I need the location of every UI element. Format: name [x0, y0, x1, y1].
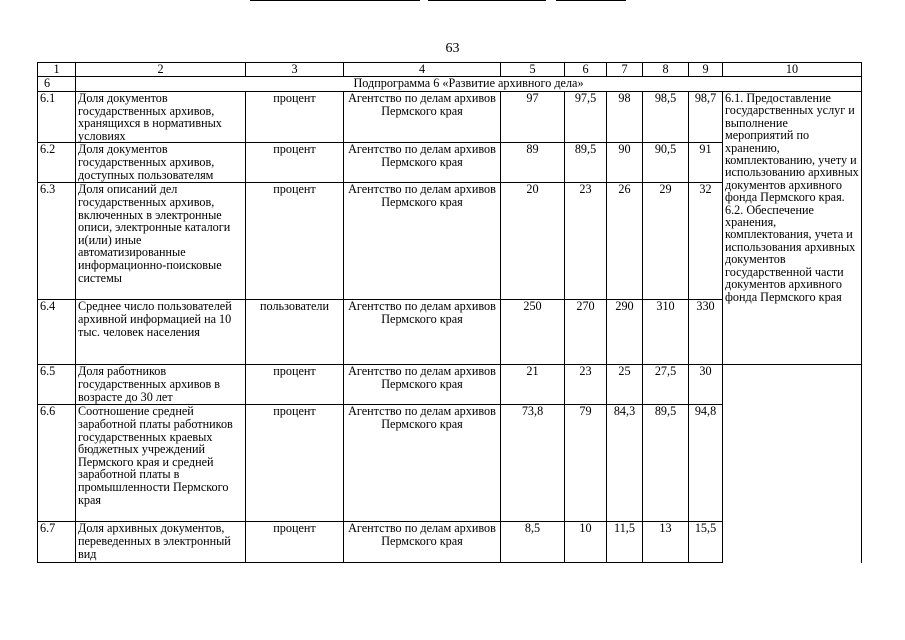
measures-note: 6.1. Предоставление государственных услуг и выполнение мероприятий по хранению, комплектованию, учету и использованию архивных документов архивного фонда Пермского края. 6.2. Обеспечение хранения, комплектования, учета и использования архивных документов государственной части документов архивного фонда Пермского края	[723, 92, 862, 365]
row-value-6: 23	[565, 365, 607, 405]
col-header-9: 9	[689, 63, 723, 77]
col-header-8: 8	[643, 63, 689, 77]
row-value-5: 97	[501, 92, 565, 143]
row-unit: пользователи	[246, 300, 344, 365]
header-rule-right	[556, 0, 626, 1]
row-value-9: 30	[689, 365, 723, 405]
row-value-6: 270	[565, 300, 607, 365]
table-row	[38, 365, 862, 405]
indicators-table	[37, 62, 862, 563]
row-value-6: 79	[565, 405, 607, 522]
subprogram-code: 6	[38, 77, 76, 92]
row-value-8: 90,5	[643, 143, 689, 183]
row-value-7: 25	[607, 365, 643, 405]
table-row	[38, 92, 862, 143]
row-value-9: 330	[689, 300, 723, 365]
row-agency: Агентство по делам архивов Пермского края	[344, 143, 501, 183]
row-agency: Агентство по делам архивов Пермского края	[344, 300, 501, 365]
row-value-9: 94,8	[689, 405, 723, 522]
row-value-5: 250	[501, 300, 565, 365]
row-value-7: 90	[607, 143, 643, 183]
row-agency: Агентство по делам архивов Пермского края	[344, 522, 501, 563]
row-value-6: 23	[565, 183, 607, 300]
row-value-8: 89,5	[643, 405, 689, 522]
row-value-5: 73,8	[501, 405, 565, 522]
row-agency: Агентство по делам архивов Пермского края	[344, 365, 501, 405]
empty-note-cell	[723, 365, 862, 563]
column-number-row	[38, 63, 862, 77]
row-code: 6.6	[38, 405, 76, 522]
row-unit: процент	[246, 365, 344, 405]
row-value-9: 15,5	[689, 522, 723, 563]
row-indicator: Доля архивных документов, переведенных в электронный вид	[76, 522, 246, 563]
row-value-8: 98,5	[643, 92, 689, 143]
row-value-6: 10	[565, 522, 607, 563]
row-indicator: Среднее число пользователей архивной информацией на 10 тыс. человек населения	[76, 300, 246, 365]
col-header-3: 3	[246, 63, 344, 77]
row-value-5: 20	[501, 183, 565, 300]
row-value-6: 97,5	[565, 92, 607, 143]
row-value-9: 98,7	[689, 92, 723, 143]
row-indicator: Доля описаний дел государственных архивов, включенных в электронные описи, электронные каталоги и(или) иные автоматизированные информационно-поисковые системы	[76, 183, 246, 300]
col-header-10: 10	[723, 63, 862, 77]
col-header-1: 1	[38, 63, 76, 77]
row-value-8: 13	[643, 522, 689, 563]
row-code: 6.1	[38, 92, 76, 143]
row-unit: процент	[246, 143, 344, 183]
row-value-5: 8,5	[501, 522, 565, 563]
row-indicator: Доля документов государственных архивов, хранящихся в нормативных условиях	[76, 92, 246, 143]
col-header-7: 7	[607, 63, 643, 77]
row-code: 6.2	[38, 143, 76, 183]
row-code: 6.5	[38, 365, 76, 405]
page-number: 63	[445, 41, 460, 56]
row-unit: процент	[246, 522, 344, 563]
row-unit: процент	[246, 405, 344, 522]
row-value-7: 84,3	[607, 405, 643, 522]
col-header-6: 6	[565, 63, 607, 77]
row-code: 6.3	[38, 183, 76, 300]
row-value-7: 290	[607, 300, 643, 365]
row-value-5: 89	[501, 143, 565, 183]
col-header-4: 4	[344, 63, 501, 77]
row-unit: процент	[246, 183, 344, 300]
subprogram-title: Подпрограмма 6 «Развитие архивного дела»	[76, 77, 862, 92]
row-value-7: 98	[607, 92, 643, 143]
row-value-9: 91	[689, 143, 723, 183]
row-agency: Агентство по делам архивов Пермского края	[344, 183, 501, 300]
col-header-2: 2	[76, 63, 246, 77]
row-unit: процент	[246, 92, 344, 143]
row-value-9: 32	[689, 183, 723, 300]
header-rule-left	[250, 0, 420, 1]
row-indicator: Доля документов государственных архивов, доступных пользователям	[76, 143, 246, 183]
row-value-7: 11,5	[607, 522, 643, 563]
row-code: 6.7	[38, 522, 76, 563]
row-value-8: 310	[643, 300, 689, 365]
row-value-8: 27,5	[643, 365, 689, 405]
col-header-5: 5	[501, 63, 565, 77]
row-value-7: 26	[607, 183, 643, 300]
row-agency: Агентство по делам архивов Пермского края	[344, 92, 501, 143]
row-indicator: Доля работников государственных архивов в возрасте до 30 лет	[76, 365, 246, 405]
row-value-5: 21	[501, 365, 565, 405]
subprogram-row	[38, 77, 862, 92]
row-indicator: Соотношение средней заработной платы работников государственных краевых бюджетных учреждений Пермского края и средней заработной платы в промышленности Пермского края	[76, 405, 246, 522]
row-value-8: 29	[643, 183, 689, 300]
header-rule-mid	[428, 0, 546, 1]
row-value-6: 89,5	[565, 143, 607, 183]
row-code: 6.4	[38, 300, 76, 365]
row-agency: Агентство по делам архивов Пермского края	[344, 405, 501, 522]
